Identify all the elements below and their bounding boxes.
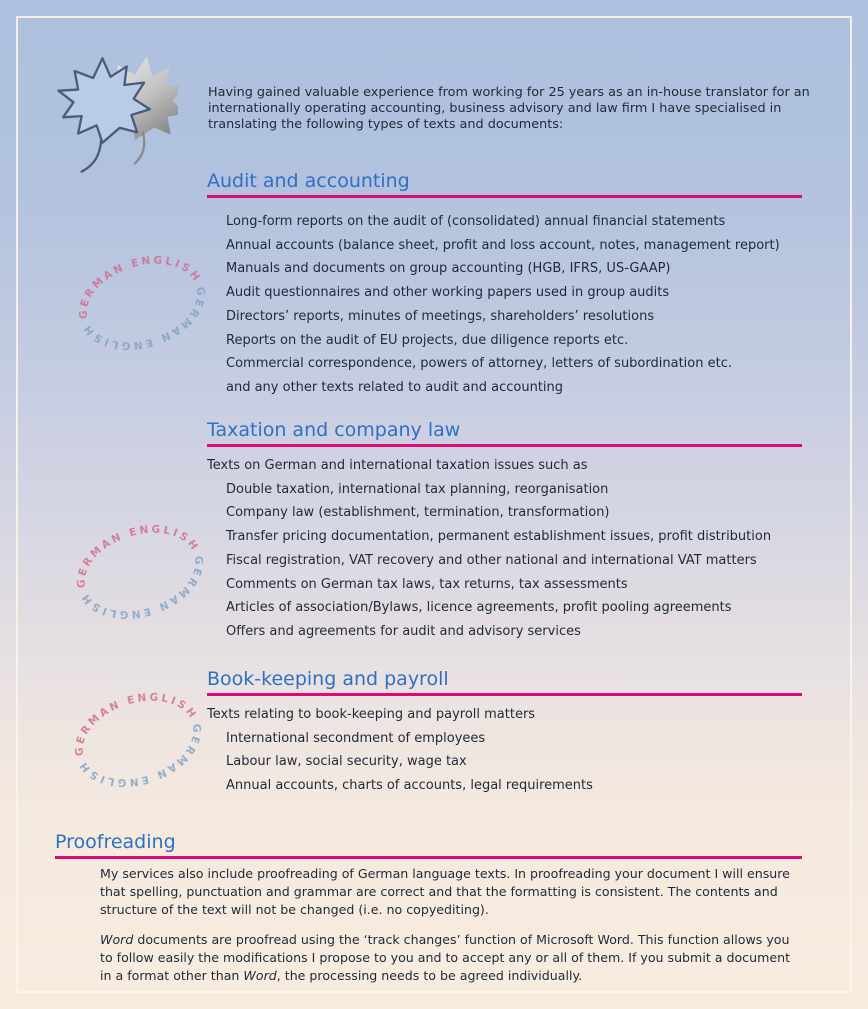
list-item: and any other texts related to audit and accounting [226, 379, 564, 395]
watermark-top-text: GERMAN ENGLISH [75, 523, 202, 589]
section-item-list [226, 727, 802, 798]
list-item: Manuals and documents on group accounting (HGB, IFRS, US-GAAP) [226, 261, 671, 277]
proofreading-paragraph-2 [100, 931, 802, 985]
section-taxation-and-company-law [207, 419, 802, 644]
watermark-bottom-text: GERMAN ENGLISH [80, 286, 207, 352]
paragraph-text: documents are proofread using the ‘track changes’ function of Microsoft Word. This function allows you to follow easily the modifications I propose to you and to accept any or all of them. If you submit a document in a format other than [100, 932, 791, 983]
section-title: Taxation and company law [207, 419, 802, 447]
list-item: Long-form reports on the audit of (consolidated) annual financial statements [226, 214, 726, 229]
svg-text:GERMAN ENGLISH [65, 517, 203, 592]
section-lead: Texts on German and international taxation issues such as [207, 458, 588, 473]
german-english-stamp-watermark [65, 517, 215, 627]
watermark-top-text: GERMAN ENGLISH [73, 691, 200, 757]
section-audit-and-accounting [207, 170, 802, 400]
italic-word-text: Word [100, 932, 134, 947]
italic-word-text: Word [243, 968, 277, 983]
list-item: Articles of association/Bylaws, licence agreements, profit pooling agreements [226, 600, 732, 616]
list-item: Transfer pricing documentation, permanent establishment issues, profit distribution [226, 529, 772, 545]
list-item: Directors’ reports, minutes of meetings, shareholders’ resolutions [226, 308, 655, 324]
list-item: Company law (establishment, termination, transformation) [226, 505, 610, 521]
svg-text:GERMAN ENGLISH [79, 283, 217, 358]
list-item: Double taxation, international tax planning, reorganisation [226, 481, 609, 497]
list-item: Labour law, social security, wage tax [226, 754, 467, 770]
section-proofreading [55, 831, 802, 985]
watermark-bottom-text: GERMAN ENGLISH [76, 723, 203, 789]
section-title: Book-keeping and payroll [207, 668, 802, 696]
svg-text:GERMAN ENGLISH [63, 685, 201, 760]
list-item: Commercial correspondence, powers of attorney, letters of subordination etc. [226, 356, 732, 372]
svg-text:GERMAN ENGLISH [77, 552, 215, 627]
german-english-stamp-watermark [67, 248, 217, 358]
svg-text:GERMAN ENGLISH [75, 720, 213, 795]
section-item-list [226, 478, 802, 644]
section-title: Audit and accounting [207, 170, 802, 198]
section-lead: Texts relating to book-keeping and payroll matters [207, 707, 536, 722]
list-item: Reports on the audit of EU projects, due diligence reports etc. [226, 332, 629, 348]
paragraph-text: , the processing needs to be agreed individually. [276, 968, 583, 983]
section-item-list [226, 210, 802, 400]
section-title: Proofreading [55, 831, 802, 859]
proofreading-paragraph-1: My services also include proofreading of German language texts. In proofreading your document I will ensure that spelling, punctuation and grammar are correct and that the formatting is consistent. The contents and structure of the text will not be changed (i.e. no copyediting). [100, 866, 790, 917]
watermark-top-text: GERMAN ENGLISH [77, 254, 204, 320]
intro-paragraph: Having gained valuable experience from working for 25 years as an in-house translator for an internationally operating accounting, business advisory and law firm I have specialised in translating the following types of texts and documents: [208, 84, 810, 132]
german-english-stamp-watermark [63, 685, 213, 795]
list-item: Audit questionnaires and other working papers used in group audits [226, 285, 670, 301]
svg-text:GERMAN ENGLISH [67, 248, 205, 323]
maple-leaves-logo-icon [50, 56, 178, 174]
list-item: Annual accounts (balance sheet, profit and loss account, notes, management report) [226, 237, 780, 253]
list-item: Comments on German tax laws, tax returns, tax assessments [226, 576, 628, 592]
list-item: Fiscal registration, VAT recovery and other national and international VAT matters [226, 552, 757, 568]
watermark-bottom-text: GERMAN ENGLISH [78, 555, 205, 621]
list-item: Offers and agreements for audit and advisory services [226, 623, 581, 639]
list-item: Annual accounts, charts of accounts, legal requirements [226, 778, 593, 794]
section-book-keeping-and-payroll [207, 668, 802, 798]
list-item: International secondment of employees [226, 730, 486, 746]
